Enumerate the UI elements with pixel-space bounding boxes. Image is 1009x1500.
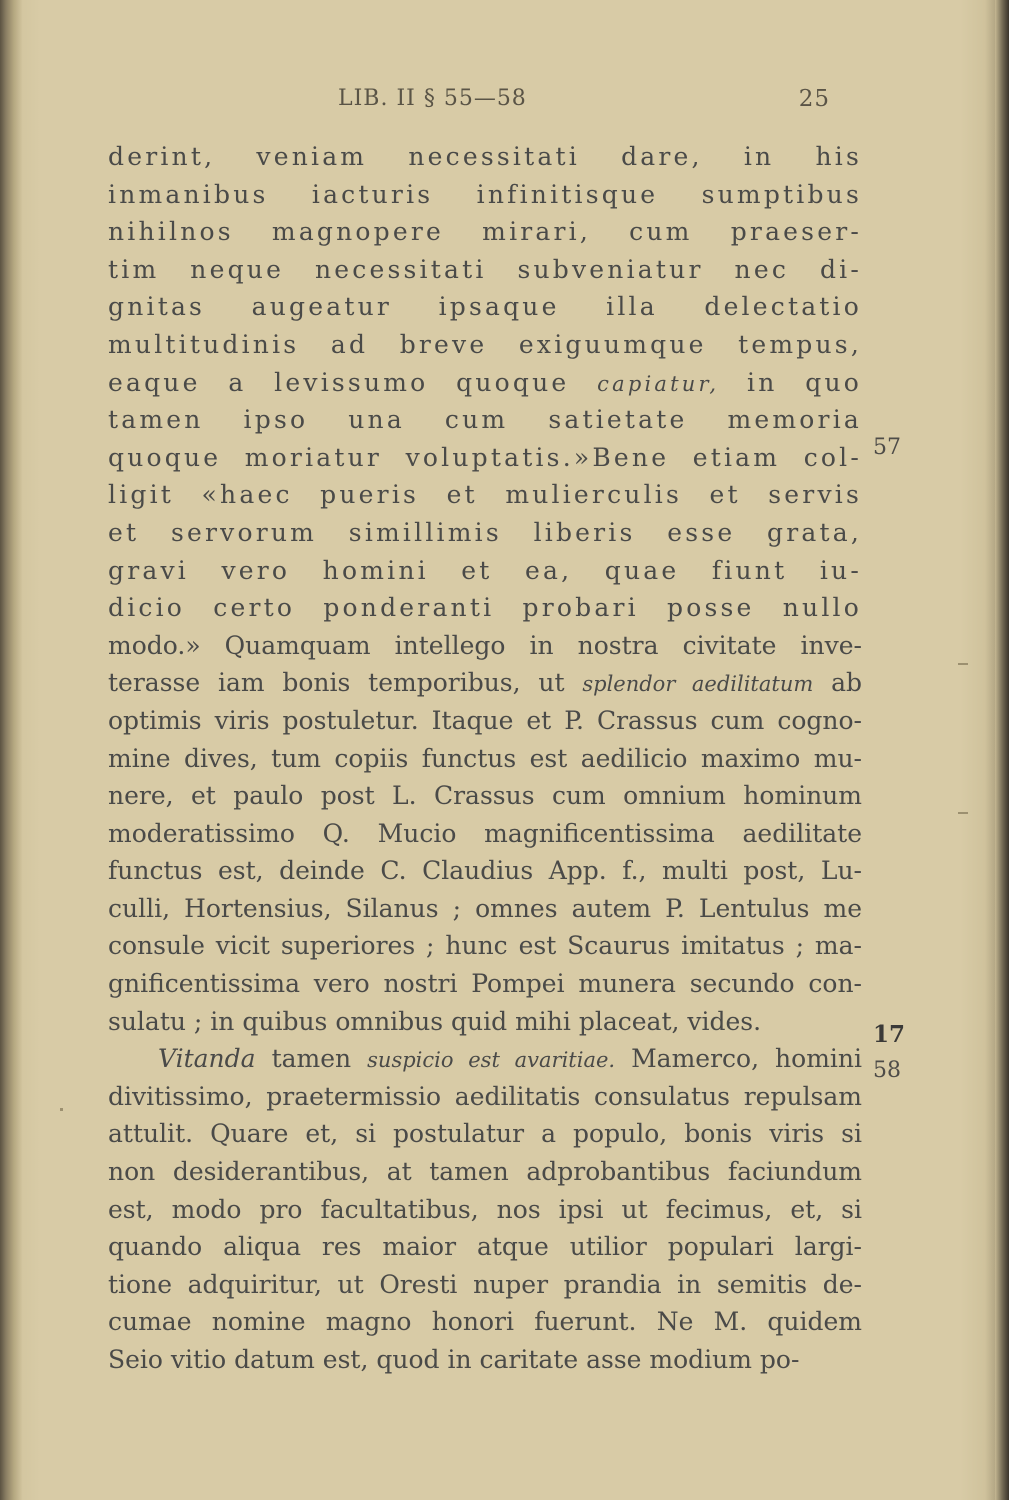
page-number: 25	[798, 86, 830, 112]
text-segment: dicio certo ponderanti probari posse nullo	[108, 593, 862, 623]
text-line	[108, 439, 862, 477]
text-segment: mine dives, tum copiis functus est aedilicio maximo mu-	[108, 743, 862, 773]
text-segment: cumae nomine magno honori fuerunt. Ne M. quidem	[108, 1307, 862, 1337]
text-segment: Seio vitio datum est, quod in caritate asse modium po-	[108, 1345, 800, 1374]
text-segment: gnificentissima vero nostri Pompei munera secundo con-	[108, 969, 862, 999]
text-line	[108, 552, 862, 590]
text-segment: tamen ipso una cum satietate memoria	[108, 405, 862, 435]
text-segment: eaque a levissumo quoque	[108, 367, 598, 397]
text-line	[108, 740, 862, 778]
text-line	[108, 927, 862, 965]
text-line	[108, 514, 862, 552]
text-line	[108, 1341, 862, 1379]
text-segment: sulatu ; in quibus omnibus quid mihi placeat, vides.	[108, 1006, 762, 1036]
page-text-block	[108, 138, 862, 1379]
text-line	[108, 1303, 862, 1341]
text-segment: multitudinis ad breve exiguumque tempus,	[108, 329, 862, 359]
text-line	[108, 326, 862, 364]
text-line	[108, 852, 862, 890]
text-line	[108, 627, 862, 665]
emphasis-text: Vitanda	[158, 1044, 256, 1074]
text-segment: ligit «haec pueris et mulierculis et servis	[108, 480, 862, 510]
text-segment: ab	[813, 668, 862, 698]
text-line	[108, 401, 862, 439]
text-segment: Mamerco, homini	[615, 1044, 862, 1074]
margin-mark	[60, 1108, 63, 1111]
text-line	[108, 1078, 862, 1116]
text-line	[108, 476, 862, 514]
text-segment: tione adquiritur, ut Oresti nuper prandia in semitis de-	[108, 1269, 862, 1299]
text-segment: optimis viris postuletur. Itaque et P. Crassus cum cogno-	[108, 705, 862, 735]
text-line	[108, 176, 862, 214]
text-segment: functus est, deinde C. Claudius App. f., multi post, Lu-	[108, 856, 862, 886]
text-segment: tamen	[255, 1044, 368, 1074]
text-line	[108, 965, 862, 1003]
text-line	[108, 1228, 862, 1266]
text-line	[108, 251, 862, 289]
book-spine-shadow	[0, 0, 22, 1500]
text-segment: consule vicit superiores ; hunc est Scaurus imitatus ; ma-	[108, 931, 862, 961]
text-line	[108, 1040, 862, 1078]
text-segment: est, modo pro facultatibus, nos ipsi ut fecimus, et, si	[108, 1194, 862, 1224]
text-segment: attulit. Quare et, si postulatur a populo, bonis viris si	[108, 1119, 862, 1149]
text-segment: et servorum simillimis liberis esse grata,	[108, 517, 862, 547]
text-segment: derint, veniam necessitati dare, in his	[108, 142, 862, 171]
text-segment: quoque moriatur voluptatis.»Bene etiam col-	[108, 442, 862, 472]
text-line	[108, 1153, 862, 1191]
text-line	[108, 890, 862, 928]
text-segment: non desiderantibus, at tamen adprobantibus faciundum	[108, 1157, 862, 1187]
text-line	[108, 664, 862, 702]
text-line	[108, 288, 862, 326]
text-segment: nihilnos magnopere mirari, cum praeser-	[108, 217, 862, 247]
margin-chapter-17: 17	[873, 1021, 906, 1048]
text-segment: terasse iam bonis temporibus, ut	[108, 668, 583, 698]
text-line	[108, 815, 862, 853]
text-segment: moderatissimo Q. Mucio magnificentissima aedilitate	[108, 818, 862, 848]
emphasis-text: suspicio est avaritiae.	[367, 1048, 616, 1073]
text-segment: inmanibus iacturis infinitisque sumptibus	[108, 179, 862, 209]
running-title: LIB. II § 55—58	[338, 86, 527, 111]
text-line	[108, 1266, 862, 1304]
text-segment: tim neque necessitati subveniatur nec di-	[108, 254, 862, 284]
text-segment: divitissimo, praetermissio aedilitatis consulatus repulsam	[108, 1081, 862, 1111]
margin-mark	[958, 663, 968, 665]
text-segment: gravi vero homini et ea, quae fiunt iu-	[108, 555, 862, 585]
running-header	[300, 86, 830, 118]
text-line	[108, 1003, 862, 1041]
emphasis-text: capiatur,	[597, 371, 720, 396]
text-segment: culli, Hortensius, Silanus ; omnes autem P. Lentulus me	[108, 893, 862, 923]
text-line	[108, 213, 862, 251]
text-line	[108, 589, 862, 627]
text-segment: in quo	[719, 367, 863, 397]
text-line	[108, 138, 862, 176]
text-line	[108, 364, 862, 402]
text-line	[108, 1191, 862, 1229]
margin-section-57: 57	[873, 435, 901, 460]
page-edge-shadow	[995, 0, 1009, 1500]
text-segment: modo.» Quamquam intellego in nostra civitate inve-	[108, 630, 862, 660]
text-segment: quando aliqua res maior atque utilior populari largi-	[108, 1232, 862, 1262]
text-segment: nere, et paulo post L. Crassus cum omnium hominum	[108, 781, 862, 811]
emphasis-text: splendor aedilitatum	[582, 672, 814, 697]
text-segment: gnitas augeatur ipsaque illa delectatio	[108, 292, 862, 322]
text-line	[108, 777, 862, 815]
margin-mark	[958, 812, 968, 814]
text-line	[108, 702, 862, 740]
text-line	[108, 1115, 862, 1153]
margin-section-58: 58	[873, 1058, 901, 1083]
